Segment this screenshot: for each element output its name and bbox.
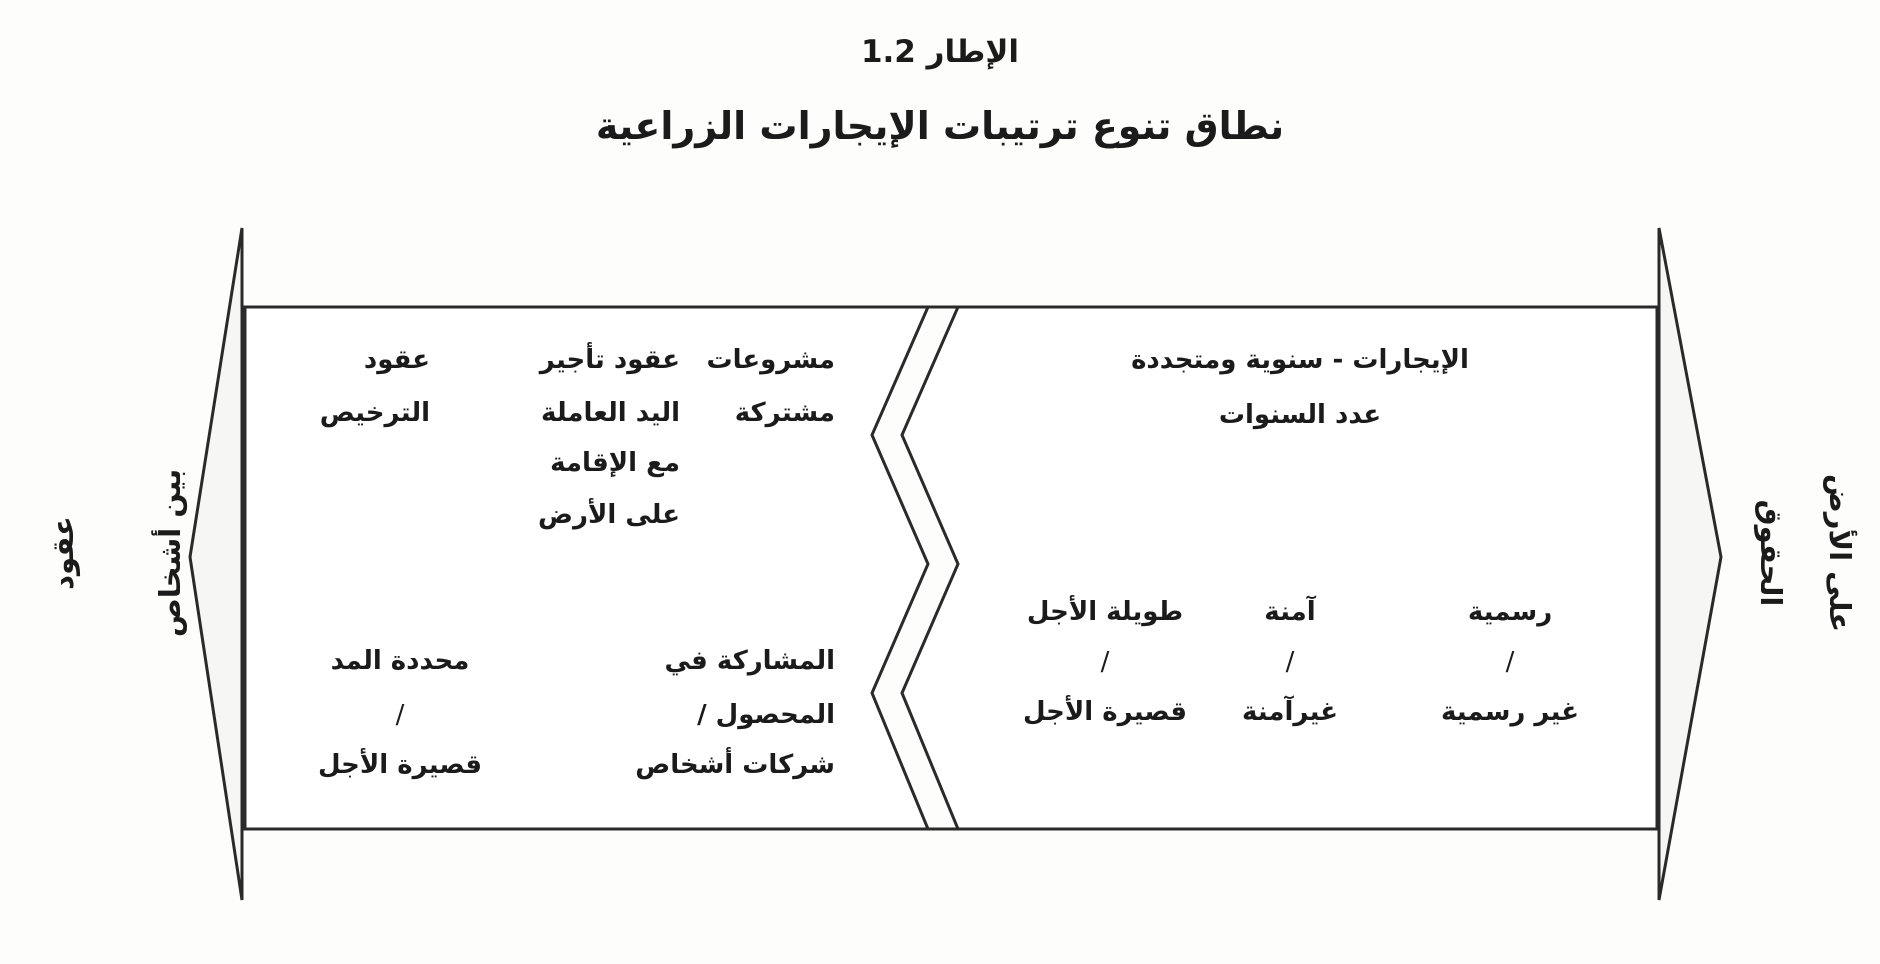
leases-line-1: الإيجارات - سنوية ومتجددة bbox=[1131, 345, 1469, 375]
joint-ventures-line-1: مشروعات bbox=[706, 345, 835, 375]
right-axis-label-2: على الأرض bbox=[1823, 473, 1857, 633]
secure-separator: / bbox=[1285, 647, 1295, 677]
right-panel-shape bbox=[902, 307, 1657, 829]
long-term-label: طويلة الأجل bbox=[1026, 597, 1184, 627]
formal-separator: / bbox=[1505, 647, 1515, 677]
left-axis-label-2: بين أشخاص bbox=[153, 468, 187, 638]
left-axis-label-1: عقود bbox=[46, 516, 80, 590]
right-arrowhead bbox=[1659, 228, 1721, 900]
joint-ventures-line-2: مشتركة bbox=[734, 398, 835, 428]
labor-tenancy-line-2: اليد العاملة bbox=[541, 398, 680, 428]
fixed-term-line-1: محددة المد bbox=[330, 646, 470, 676]
box-number: الإطار 1.2 bbox=[860, 34, 1020, 70]
labor-tenancy-line-1: عقود تأجير bbox=[539, 345, 680, 375]
license-line-2: الترخيص bbox=[319, 398, 430, 428]
secure-label: آمنة bbox=[1264, 597, 1316, 627]
labor-tenancy-line-3: مع الإقامة bbox=[550, 448, 680, 478]
labor-tenancy-line-4: على الأرض bbox=[538, 500, 680, 530]
license-line-1: عقود bbox=[363, 345, 430, 375]
sharecropping-line-1: المشاركة في bbox=[664, 646, 835, 676]
fixed-term-line-2: قصيرة الأجل bbox=[317, 750, 483, 780]
term-separator: / bbox=[1100, 647, 1110, 677]
figure-title: نطاق تنوع ترتيبات الإيجارات الزراعية bbox=[595, 104, 1285, 148]
insecure-label: غيرآمنة bbox=[1242, 697, 1338, 727]
right-axis-label-1: الحقوق bbox=[1754, 499, 1788, 607]
short-term-label: قصيرة الأجل bbox=[1022, 697, 1188, 727]
formal-label: رسمية bbox=[1467, 597, 1553, 627]
sharecropping-line-2: المحصول / bbox=[697, 700, 835, 730]
leases-line-2: عدد السنوات bbox=[1218, 400, 1382, 430]
fixed-term-separator: / bbox=[395, 700, 405, 730]
sharecropping-line-3: شركات أشخاص bbox=[635, 750, 835, 780]
left-arrowhead bbox=[190, 228, 242, 900]
informal-label: غير رسمية bbox=[1441, 697, 1579, 727]
